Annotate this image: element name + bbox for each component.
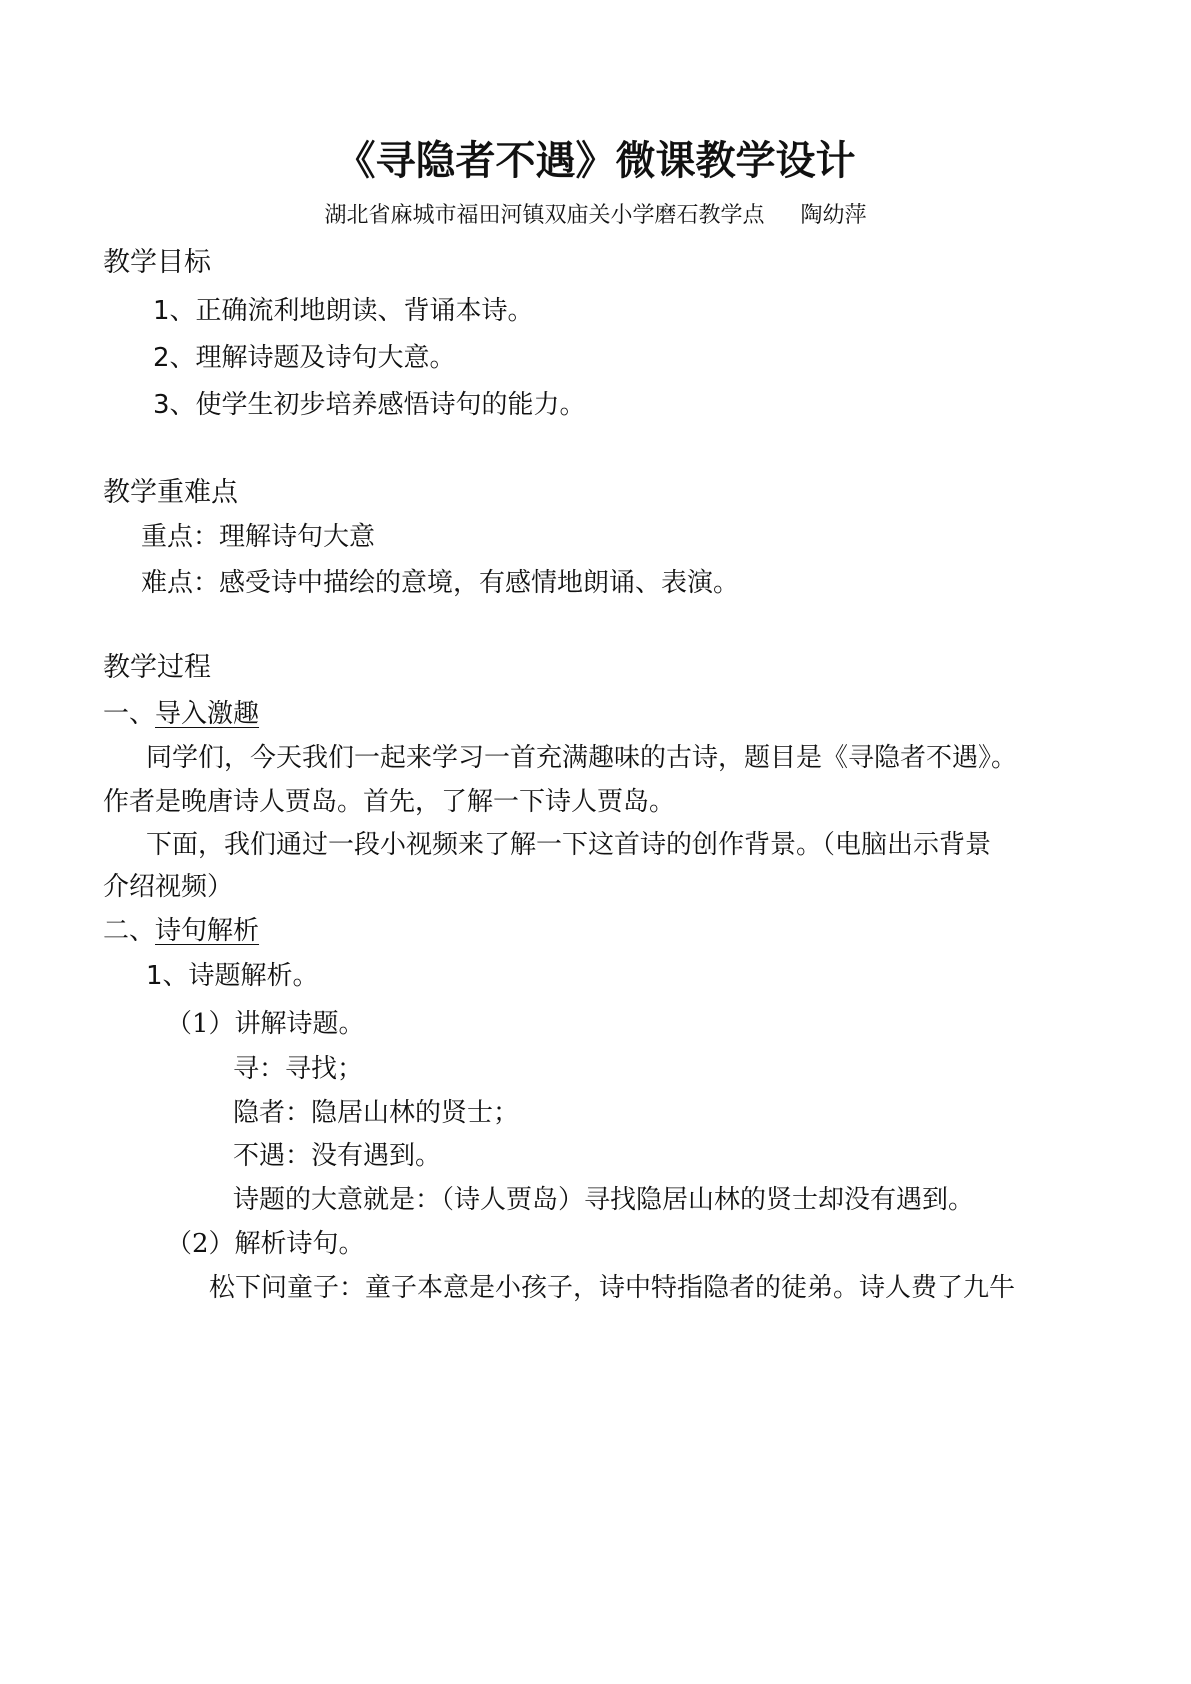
objective-item: 3、使学生初步培养感悟诗句的能力。 [153, 390, 586, 420]
difficulty-point: 难点：感受诗中描绘的意境，有感情地朗诵、表演。 [141, 568, 740, 598]
intro-paragraph-line: 介绍视频） [103, 872, 234, 902]
key-points-heading: 教学重难点 [103, 477, 238, 508]
line-analysis: 松下问童子：童子本意是小孩子，诗中特指隐者的徒弟。诗人费了九牛 [209, 1273, 1016, 1303]
objective-item: 2、理解诗题及诗句大意。 [153, 343, 456, 373]
step-title: （2）解析诗句。 [166, 1229, 365, 1259]
objective-item: 1、正确流利地朗读、背诵本诗。 [153, 296, 534, 326]
intro-paragraph-line: 作者是晚唐诗人贾岛。首先，了解一下诗人贾岛。 [103, 787, 676, 817]
author-school: 湖北省麻城市福田河镇双庙关小学磨石教学点 [324, 203, 765, 228]
intro-paragraph-line: 下面，我们通过一段小视频来了解一下这首诗的创作背景。（电脑出示背景 [146, 830, 992, 860]
document-title: 《寻隐者不遇》微课教学设计 [335, 138, 856, 184]
definition-line: 寻：寻找； [233, 1054, 364, 1084]
subsection-title: 1、诗题解析。 [146, 961, 319, 991]
section-heading-intro: 一、导入激趣 [103, 699, 260, 729]
step-title: （1）讲解诗题。 [166, 1009, 365, 1039]
section-heading-analysis: 二、诗句解析 [103, 916, 260, 946]
intro-paragraph-line: 同学们，今天我们一起来学习一首充满趣味的古诗，题目是《寻隐者不遇》。 [146, 743, 1018, 773]
author-name: 陶幼萍 [800, 203, 867, 228]
title-meaning: 诗题的大意就是：（诗人贾岛）寻找隐居山林的贤士却没有遇到。 [233, 1185, 975, 1215]
definition-line: 隐者：隐居山林的贤士； [233, 1098, 520, 1128]
focus-point: 重点：理解诗句大意 [141, 522, 376, 552]
process-heading: 教学过程 [103, 652, 211, 683]
objectives-heading: 教学目标 [103, 247, 211, 278]
author-line [0, 201, 1191, 231]
definition-line: 不遇：没有遇到。 [233, 1141, 442, 1171]
